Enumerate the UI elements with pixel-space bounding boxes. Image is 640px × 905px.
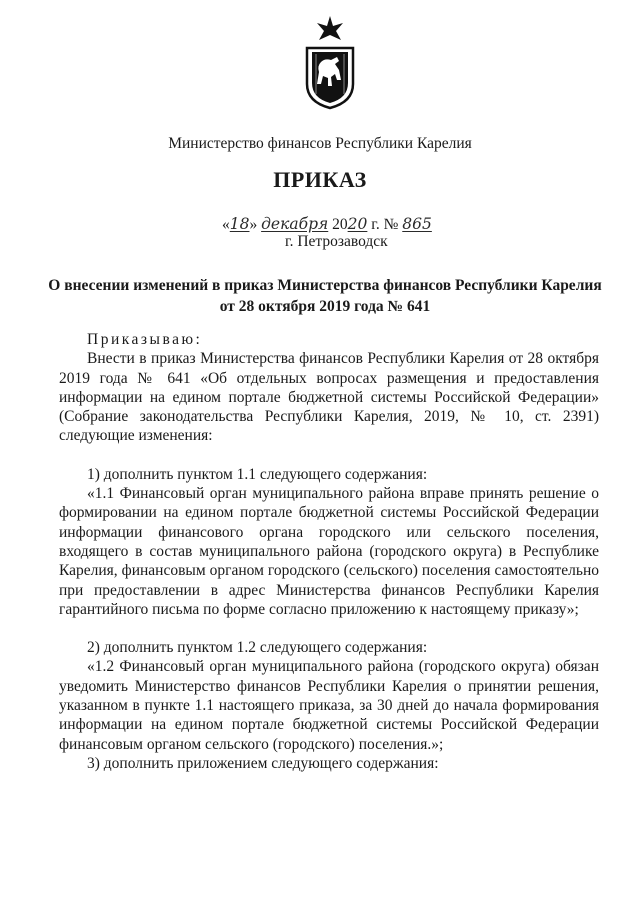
order-body <box>59 330 599 773</box>
handwritten-year-suffix: 20 <box>347 215 368 233</box>
handwritten-order-number: 865 <box>402 215 432 233</box>
item-2-text: «1.2 Финансовый орган муниципального района (городского округа) обязан уведомить Министерство финансов Республики Карелия о принятии решения, указанном в пункте 1.1 настоящего приказа, за 30 дней до начала формирования информации на едином портале бюджетной системы Российской Федерации финансовым органом сельского (городского) поселения.»; <box>59 658 599 753</box>
ministry-name: Министерство финансов Республики Карелия <box>168 135 472 152</box>
order-word: Приказываю: <box>87 331 203 348</box>
order-subject <box>40 275 610 317</box>
open-quote: « <box>222 216 230 233</box>
subject-line-2: от 28 октября 2019 года № 641 <box>219 298 431 315</box>
item-1-header: 1) дополнить пунктом 1.1 следующего содержания: <box>87 465 428 483</box>
close-quote: » <box>249 216 258 233</box>
city-name: г. Петрозаводск <box>285 233 388 250</box>
karelia-coat-of-arms-icon <box>301 14 359 110</box>
year-prefix: 20 <box>332 216 348 233</box>
item-1-text: «1.1 Финансовый орган муниципального района вправе принять решение о формировании на едином портале бюджетной системы Российской Федерации информации финансового органа городского или сельского поселения, входящего в состав муниципального района (городского округа) в Республике Карелия, финансовым органом городского (сельского) поселения самостоятельно при предоставлении в адрес Министерства финансов Республики Карелия гарантийного письма по форме согласно приложению к настоящему приказу»; <box>59 485 599 618</box>
handwritten-month: декабря <box>261 215 329 233</box>
subject-line-1: О внесении изменений в приказ Министерства финансов Республики Карелия <box>48 277 602 294</box>
handwritten-day: 18 <box>229 215 250 233</box>
year-tail: г. № <box>367 216 399 233</box>
order-date-number-line <box>222 215 432 234</box>
item-3-header: 3) дополнить приложением следующего содержания: <box>87 754 439 772</box>
item-2-header: 2) дополнить пунктом 1.2 следующего содержания: <box>87 639 428 657</box>
document-type-title: ПРИКАЗ <box>273 167 367 192</box>
intro-paragraph: Внести в приказ Министерства финансов Республики Карелия от 28 октября 2019 года № 641 «Об отдельных вопросах размещения и предоставления информации на едином портале бюджетной системы Российской Федерации» (Собрание законодательства Республики Карелия, 2019, № 10, ст. 2391) следующие изменения: <box>59 350 599 445</box>
